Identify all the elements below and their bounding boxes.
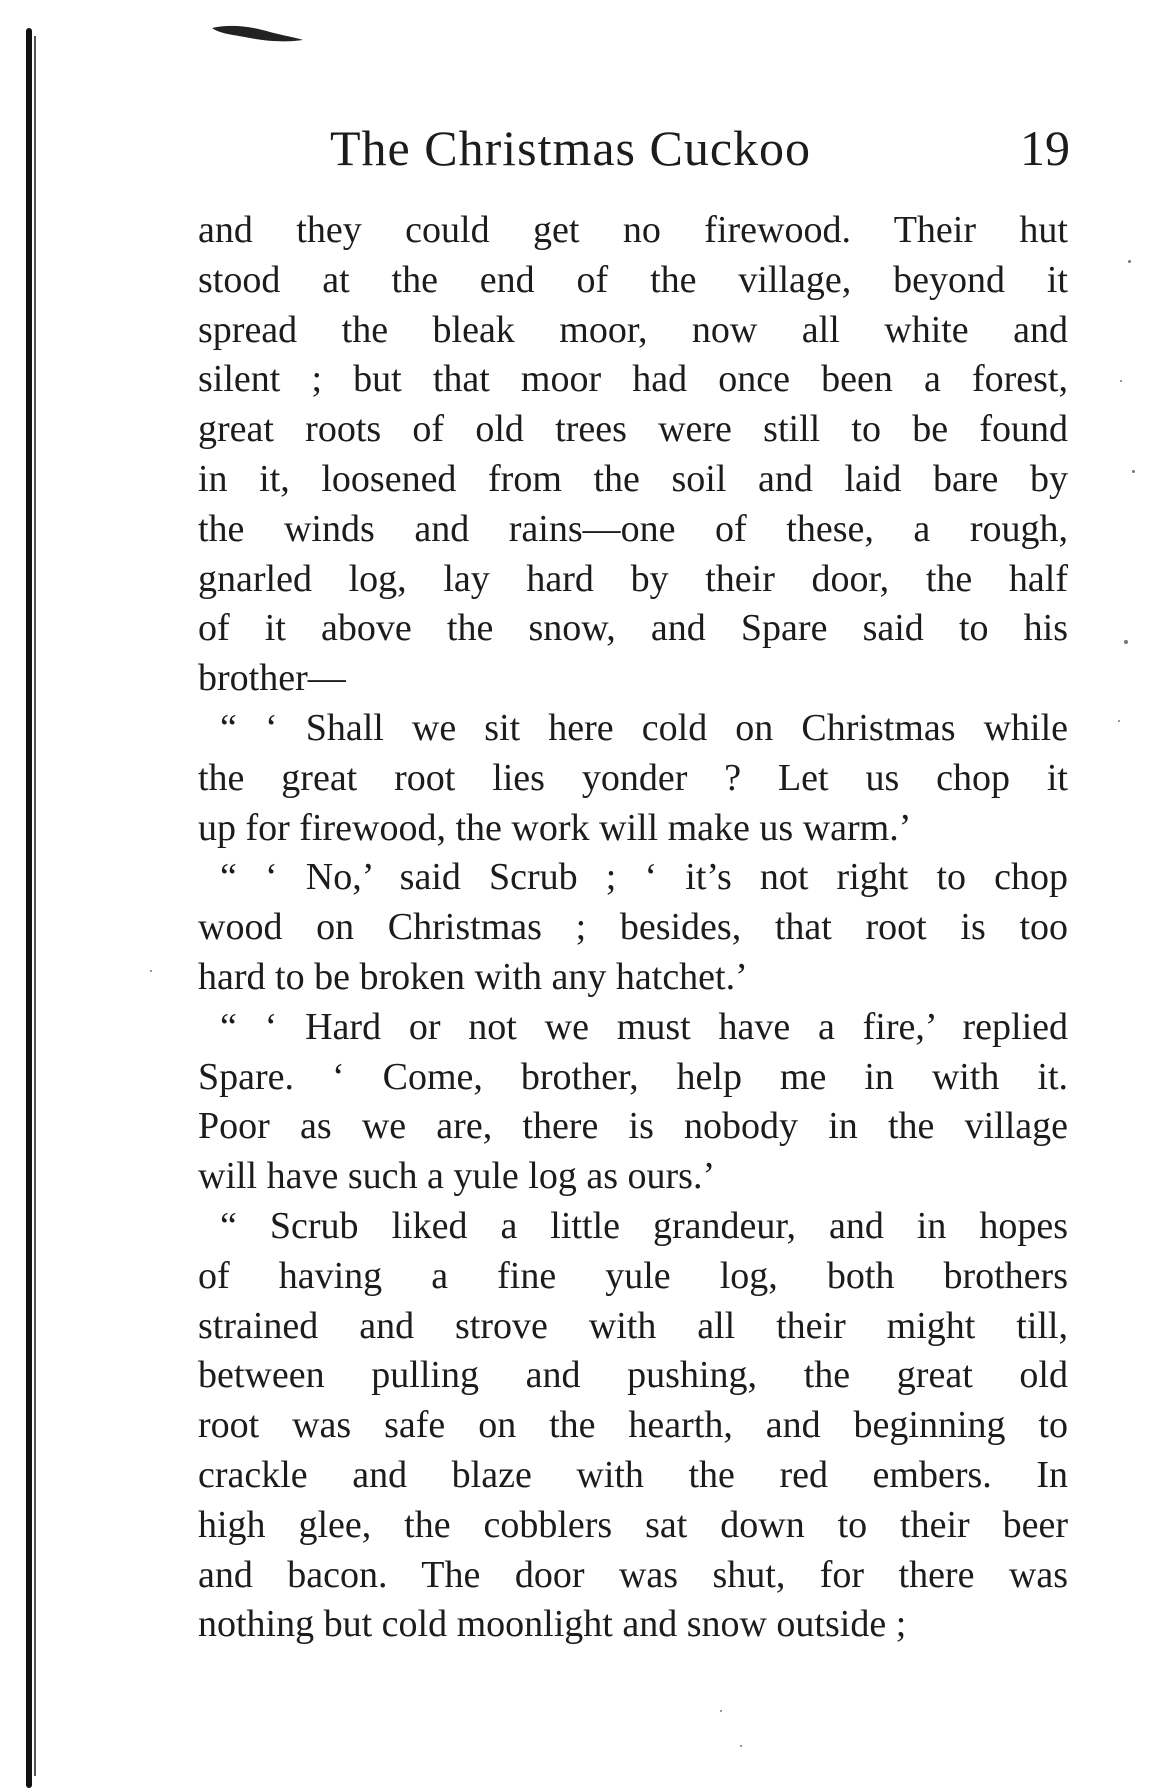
text-line: brother— <box>198 657 346 700</box>
page-body-text <box>198 206 1068 1650</box>
text-line: high glee, the cobblers sat down to their beer <box>198 1503 1068 1546</box>
text-line: hard to be broken with any hatchet.’ <box>198 955 748 998</box>
paper-speck <box>740 1745 742 1747</box>
paper-speck <box>1118 720 1120 722</box>
running-head <box>330 118 1070 178</box>
page-binding-shadow <box>34 36 36 1776</box>
text-line: strained and strove with all their might till, <box>198 1304 1068 1347</box>
text-line: nothing but cold moonlight and snow outside ; <box>198 1603 907 1646</box>
text-line: Poor as we are, there is nobody in the village <box>198 1105 1068 1148</box>
text-line: “ ‘ Shall we sit here cold on Christmas while <box>220 706 1068 749</box>
paper-speck <box>150 970 152 972</box>
paper-speck <box>720 1710 722 1712</box>
text-line: “ Scrub liked a little grandeur, and in hopes <box>220 1204 1068 1247</box>
text-line: root was safe on the hearth, and beginning to <box>198 1404 1068 1447</box>
page-number: 19 <box>1020 120 1070 176</box>
text-line: in it, loosened from the soil and laid bare by <box>198 457 1068 500</box>
running-title: The Christmas Cuckoo <box>330 120 812 176</box>
text-line: Spare. ‘ Come, brother, help me in with it. <box>198 1055 1068 1098</box>
text-line: great roots of old trees were still to be found <box>198 408 1068 451</box>
text-line: gnarled log, lay hard by their door, the half <box>198 557 1068 600</box>
text-line: of having a fine yule log, both brothers <box>198 1254 1068 1297</box>
page-binding-edge <box>26 28 32 1788</box>
text-line: spread the bleak moor, now all white and <box>198 308 1068 351</box>
text-line: silent ; but that moor had once been a forest, <box>198 358 1068 401</box>
text-line: will have such a yule log as ours.’ <box>198 1155 716 1198</box>
text-line: stood at the end of the village, beyond it <box>198 258 1068 301</box>
paper-speck <box>1124 640 1128 644</box>
text-line: between pulling and pushing, the great old <box>198 1354 1068 1397</box>
text-line: up for firewood, the work will make us warm.’ <box>198 806 912 849</box>
text-line: “ ‘ No,’ said Scrub ; ‘ it’s not right to chop <box>220 856 1068 899</box>
text-line: and bacon. The door was shut, for there was <box>198 1553 1068 1596</box>
paper-speck <box>1128 260 1131 263</box>
text-line: “ ‘ Hard or not we must have a fire,’ replied <box>220 1005 1068 1048</box>
text-line: the winds and rains—one of these, a rough, <box>198 507 1068 550</box>
text-line: of it above the snow, and Spare said to his <box>198 607 1068 650</box>
paper-speck <box>1120 380 1122 382</box>
text-line: the great root lies yonder ? Let us chop it <box>198 756 1068 799</box>
text-line: and they could get no firewood. Their hut <box>198 209 1068 251</box>
text-line: wood on Christmas ; besides, that root is too <box>198 906 1068 949</box>
ink-smudge <box>210 22 305 44</box>
paper-speck <box>1132 470 1135 473</box>
text-line: crackle and blaze with the red embers. In <box>198 1453 1068 1496</box>
